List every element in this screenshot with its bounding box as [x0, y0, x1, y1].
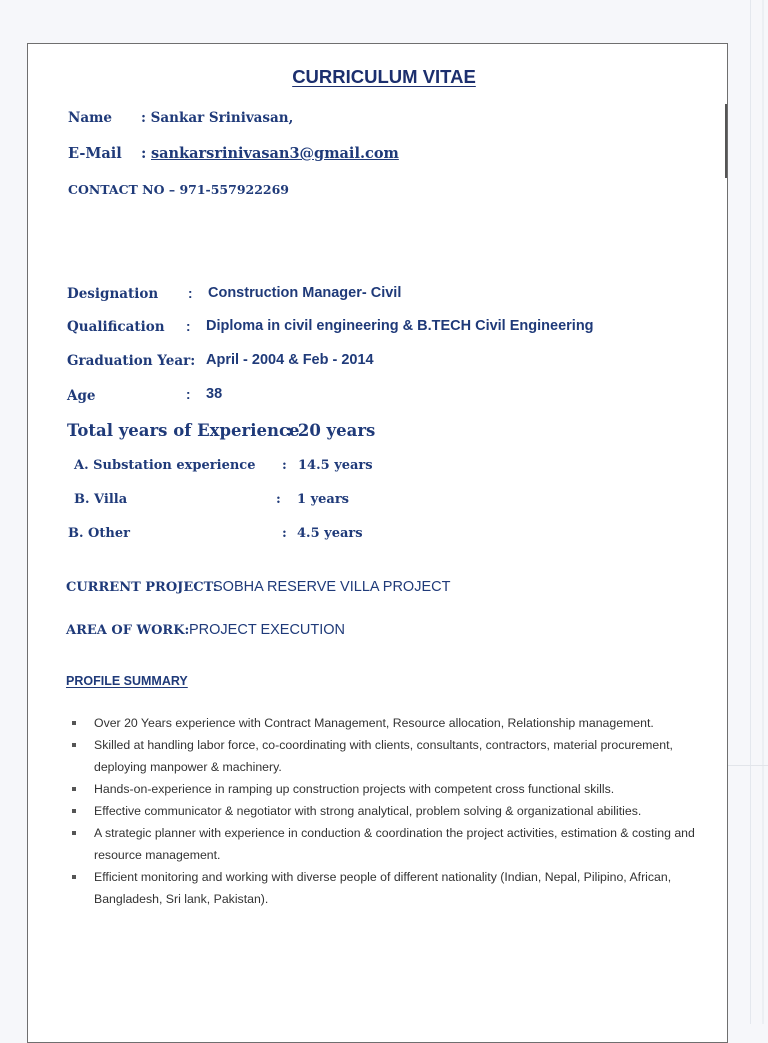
document-title: CURRICULUM VITAE [292, 66, 476, 87]
bullet-icon [72, 743, 76, 747]
contact-number: CONTACT NO – 971-557922269 [68, 182, 290, 197]
experience-item-villa-colon: : [276, 492, 281, 507]
experience-item-villa-label: B. Villa [74, 492, 128, 507]
experience-item-other-label: B. Other [68, 526, 130, 541]
experience-item-other-value: 4.5 years [297, 526, 363, 541]
list-item [68, 734, 714, 778]
profile-summary-list [68, 712, 718, 910]
email-colon: : [141, 145, 147, 162]
list-item [68, 778, 714, 800]
name-label: Name [68, 110, 112, 126]
profile-summary-heading: PROFILE SUMMARY [66, 674, 188, 688]
qualification-label: Qualification [67, 319, 165, 335]
list-item-text: Effective communicator & negotiator with strong analytical, problem solving & organizational abilities. [94, 804, 642, 818]
list-item-text: Skilled at handling labor force, co-coordinating with clients, consultants, contractors, material procurement, deploying manpower & machinery. [94, 738, 673, 774]
scan-edge-mark [762, 0, 764, 1024]
age-colon: : [186, 387, 191, 402]
current-project-value: SOBHA RESERVE VILLA PROJECT [213, 579, 451, 595]
graduation-label: Graduation Year: [67, 353, 196, 369]
list-item [68, 712, 714, 734]
experience-item-villa-value: 1 years [297, 492, 349, 507]
email-label: E-Mail [68, 145, 122, 162]
bullet-icon [72, 721, 76, 725]
designation-label: Designation [67, 286, 159, 302]
bullet-icon [72, 831, 76, 835]
age-value: 38 [206, 386, 223, 402]
qualification-value: Diploma in civil engineering & B.TECH Civil Engineering [206, 318, 594, 334]
bullet-icon [72, 875, 76, 879]
total-experience-label: Total years of Experience [67, 421, 300, 440]
total-experience-value: : 20 years [286, 421, 376, 440]
designation-colon: : [188, 286, 193, 301]
scan-edge-streak [750, 0, 751, 1024]
graduation-value: April - 2004 & Feb - 2014 [206, 352, 374, 368]
list-item-text: Hands-on-experience in ramping up construction projects with competent cross functional skills. [94, 782, 615, 796]
list-item-text: Efficient monitoring and working with diverse people of different nationality (Indian, Nepal, Pilipino, African, Bangladesh, Sri lank, Pakistan). [94, 870, 672, 906]
scan-line-artifact [728, 765, 768, 766]
bullet-icon [72, 787, 76, 791]
area-of-work-value: PROJECT EXECUTION [189, 622, 346, 638]
experience-item-substation-colon: : [282, 458, 287, 473]
age-label: Age [67, 388, 96, 404]
page-edge-mark [725, 104, 727, 178]
experience-item-substation-value: 14.5 years [298, 458, 373, 473]
list-item [68, 866, 714, 910]
designation-value: Construction Manager- Civil [208, 285, 402, 301]
email-link[interactable]: sankarsrinivasan3@gmail.com [151, 145, 399, 162]
experience-item-other-colon: : [282, 526, 287, 541]
list-item-text: Over 20 Years experience with Contract Management, Resource allocation, Relationship management. [94, 716, 654, 730]
name-value: : Sankar Srinivasan, [141, 110, 294, 126]
area-of-work-label: AREA OF WORK: [66, 623, 190, 638]
qualification-colon: : [186, 319, 191, 334]
current-project-label: CURRENT PROJECT: [66, 580, 218, 595]
bullet-icon [72, 809, 76, 813]
list-item-text: A strategic planner with experience in conduction & coordination the project activities, estimation & costing and resource management. [94, 826, 695, 862]
list-item [68, 822, 714, 866]
list-item [68, 800, 714, 822]
experience-item-substation-label: A. Substation experience [74, 458, 256, 473]
